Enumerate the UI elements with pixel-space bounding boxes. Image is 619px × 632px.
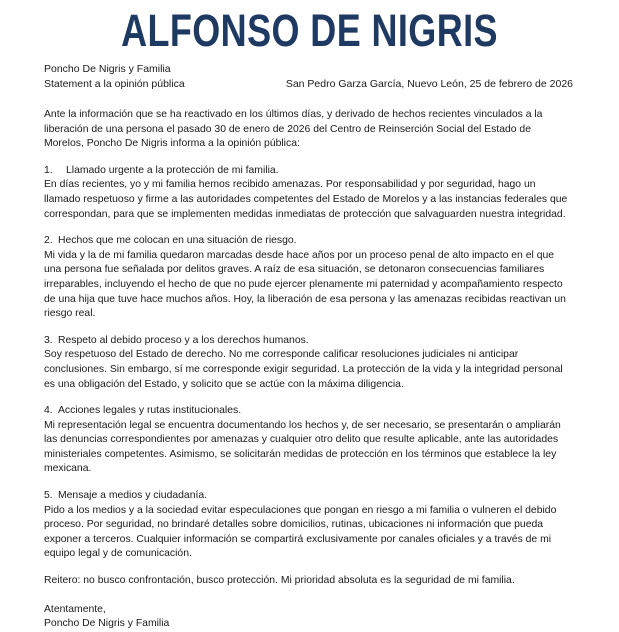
section-4-heading [44,404,573,419]
masthead-title: ALFONSO DE NIGRIS [121,5,498,56]
section-3 [44,334,573,392]
section-2-heading-text: Hechos que me colocan en una situación de riesgo. [58,235,297,247]
section-2-heading [44,234,573,249]
section-2 [44,234,573,322]
closing-signature: Poncho De Nigris y Familia [44,618,170,630]
section-5-text: Pido a los medios y a la sociedad evitar especulaciones que pongan en riesgo a mi familia o vulneren el debido proceso. Por seguridad, no brindaré detalles sobre domicilios, rutinas, ubicaciones ni información que pueda exponer a terceros. Cualquier información se compartirá exclusivamente por canales oficiales y a través de mi equipo legal y de comunicación. [44,504,557,560]
section-1-text: En días recientes, yo y mi familia hemos recibido amenazas. Por responsabilidad y por seguridad, hago un llamado respetuoso y firme a las autoridades competentes del Estado de Morelos y a las instancias federales que correspondan, para que se implementen medidas inmediatas de protección que salvaguarden nuestra integridad. [44,179,568,220]
section-5-heading-text: Mensaje a medios y ciudadanía. [58,490,208,502]
section-1-number: 1. [44,164,53,176]
section-3-heading-text: Respeto al debido proceso y a los derechos humanos. [58,334,309,346]
closing-salutation: Atentamente, [44,603,106,615]
section-2-number: 2. [44,235,53,247]
section-3-number: 3. [44,334,53,346]
dateline: San Pedro Garza García, Nuevo León, 25 de febrero de 2026 [285,78,573,90]
section-3-heading [44,334,573,349]
section-5-number: 5. [44,490,53,502]
closing-block [44,603,573,632]
reiteration-paragraph: Reitero: no busco confrontación, busco protección. Mi prioridad absoluta es la seguridad de mi familia. [44,575,515,587]
section-4 [44,404,573,477]
section-4-text: Mi representación legal se encuentra documentando los hechos y, de ser necesario, se presentarán o ampliarán las denuncias correspondientes por amenazas y cualquier otro delito que resulte aplicable, ante las autoridades ministeriales competentes. Asimismo, se solicitarán medidas de protección en los términos que establece la ley mexicana. [44,419,561,475]
section-1 [44,164,573,222]
section-4-number: 4. [44,405,53,417]
sender-name: Poncho De Nigris y Familia [44,63,171,75]
section-2-text: Mi vida y la de mi familia quedaron marcadas desde hace años por un proceso penal de alto impacto en el que una persona fue señalada por delitos graves. A raíz de esa situación, se detonaron consecuencias familiares irreparables, incluyendo el hecho de que no pude ejercer plenamente mi paternidad y acompañamiento respecto de una hija que tuve hace muchos años. Hoy, la liberación de esa persona y las amenazas recibidas reactivan un riesgo real. [44,249,566,320]
sender-subtitle: Statement a la opinión pública [44,78,185,90]
masthead [0,0,619,62]
section-1-heading-text: Llamado urgente a la protección de mi familia. [66,164,279,176]
section-4-heading-text: Acciones legales y rutas institucionales. [58,405,242,417]
intro-paragraph: Ante la información que se ha reactivado en los últimos días, y derivado de hechos recientes vinculados a la liberación de una persona el pasado 30 de enero de 2026 del Centro de Reinserción Social del Estado de Morelos, Poncho De Nigris informa a la opinión pública: [44,109,543,150]
section-5-heading [44,489,573,504]
sender-block [44,62,185,92]
section-3-text: Soy respetuoso del Estado de derecho. No me corresponde calificar resoluciones judiciales ni anticipar conclusiones. Sin embargo, sí me corresponde exigir seguridad. La protección de la vida y la integridad personal es una obligación del Estado, y solicito que se actúe con la máxima diligencia. [44,349,563,390]
section-5 [44,489,573,562]
section-1-heading [44,164,573,179]
letter-body [0,108,619,632]
letterhead [0,62,619,108]
